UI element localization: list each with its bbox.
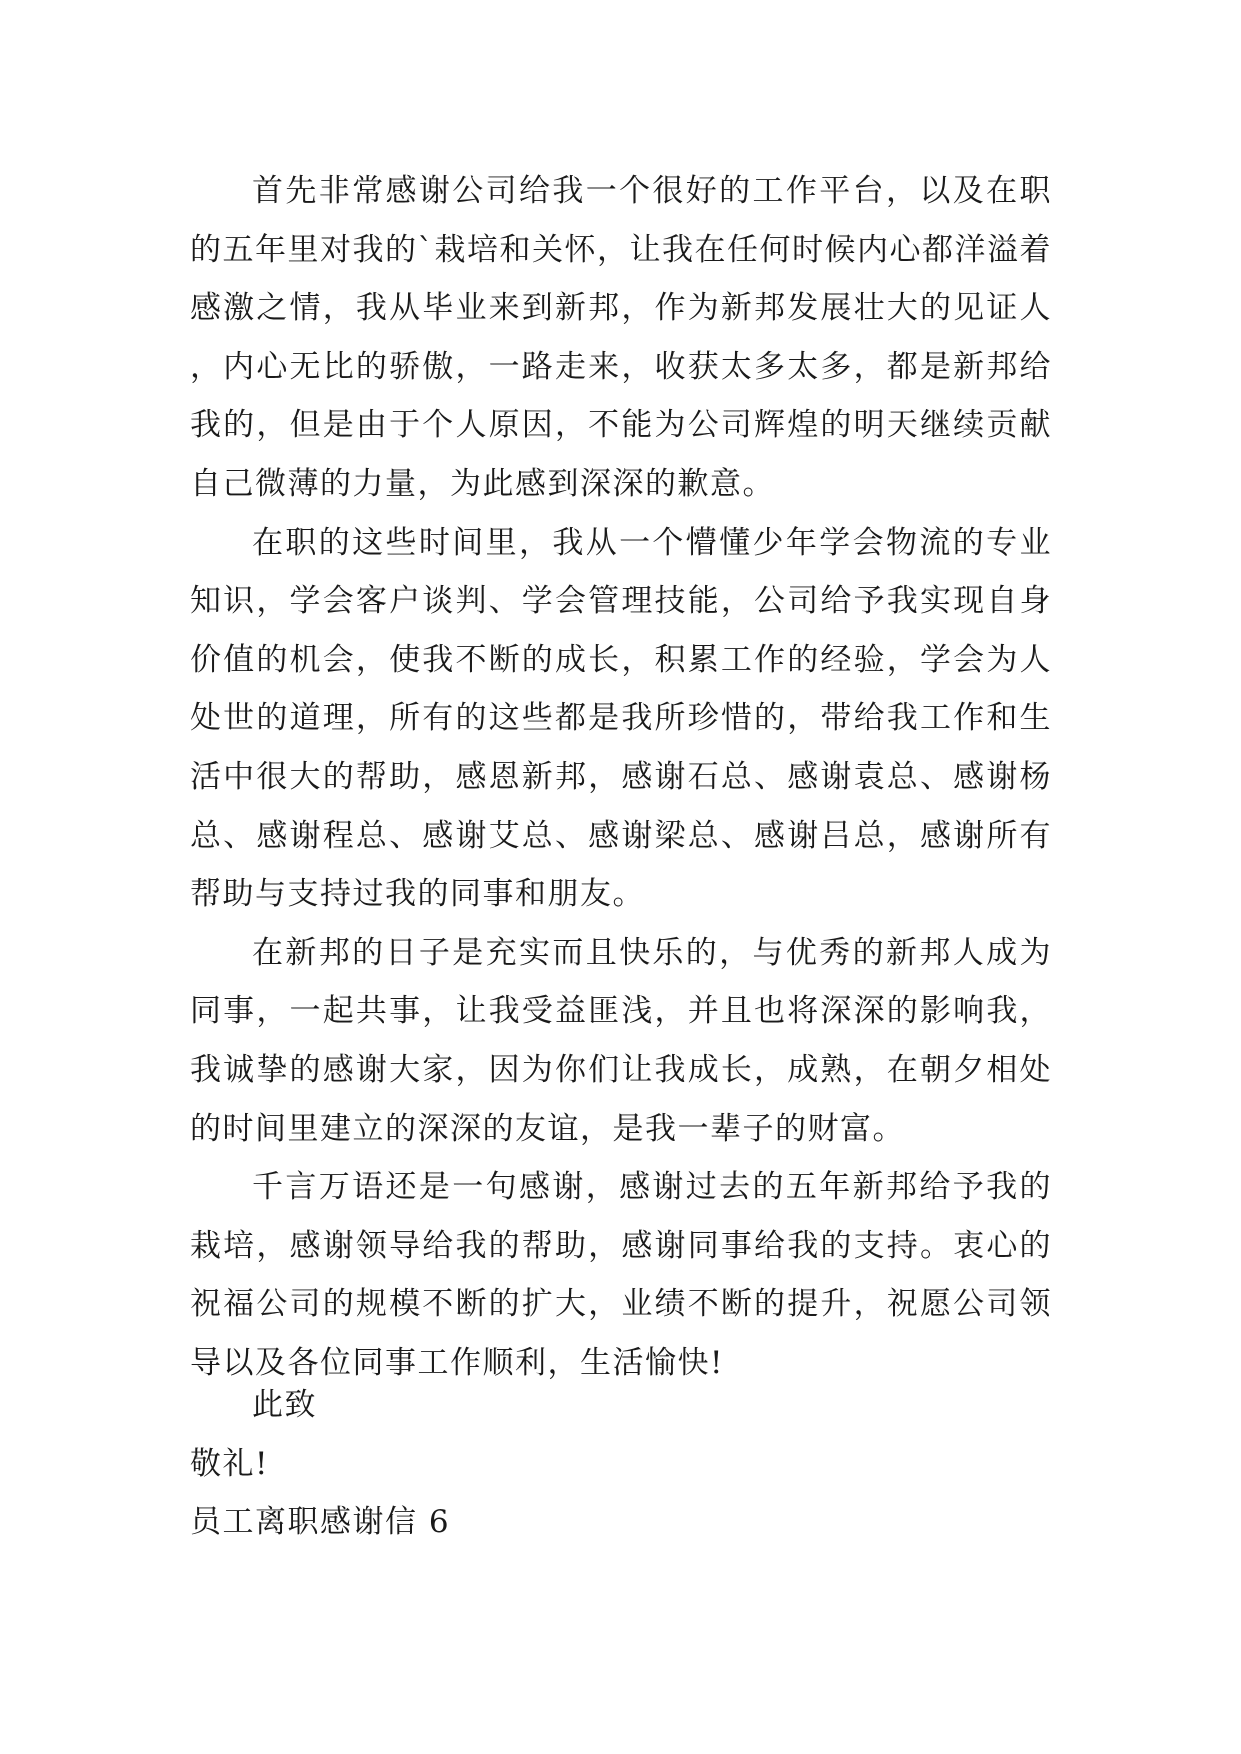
- paragraph-growth: 在职的这些时间里，我从一个懵懂少年学会物流的专业知识，学会客户谈判、学会管理技能，公司给予我实现自身价值的机会，使我不断的成长，积累工作的经验，学会为人处世的道理，所有的这些都是我所珍惜的，带给我工作和生活中很大的帮助，感恩新邦，感谢石总、感谢袁总、感谢杨总、感谢程总、感谢艾总、感谢梁总、感谢吕总，感谢所有帮助与支持过我的同事和朋友。: [190, 524, 1052, 913]
- letter-closing: [190, 1376, 1052, 1552]
- paragraph-gratitude: 首先非常感谢公司给我一个很好的工作平台，以及在职的五年里对我的`栽培和关怀，让我在任何时候内心都洋溢着感激之情，我从毕业来到新邦，作为新邦发展壮大的见证人，内心无比的骄傲，一路走来，收获太多太多，都是新邦给我的，但是由于个人原因，不能为公司辉煌的明天继续贡献自己微薄的力量，为此感到深深的歉意。: [190, 173, 1052, 502]
- paragraph-wishes: 千言万语还是一句感谢，感谢过去的五年新邦给予我的栽培，感谢领导给我的帮助，感谢同事给我的支持。衷心的祝福公司的规模不断的扩大，业绩不断的提升，祝愿公司领导以及各位同事工作顺利，生活愉快!: [190, 1169, 1052, 1381]
- next-letter-heading: 员工离职感谢信 6: [190, 1504, 451, 1541]
- closing-salutation: 此致: [252, 1387, 317, 1423]
- letter-body: [190, 162, 1052, 1392]
- closing-regards: 敬礼!: [190, 1445, 269, 1482]
- paragraph-colleagues: 在新邦的日子是充实而且快乐的，与优秀的新邦人成为同事，一起共事，让我受益匪浅，并且也将深深的影响我，我诚挚的感谢大家，因为你们让我成长，成熟，在朝夕相处的时间里建立的深深的友谊，是我一辈子的财富。: [190, 934, 1052, 1147]
